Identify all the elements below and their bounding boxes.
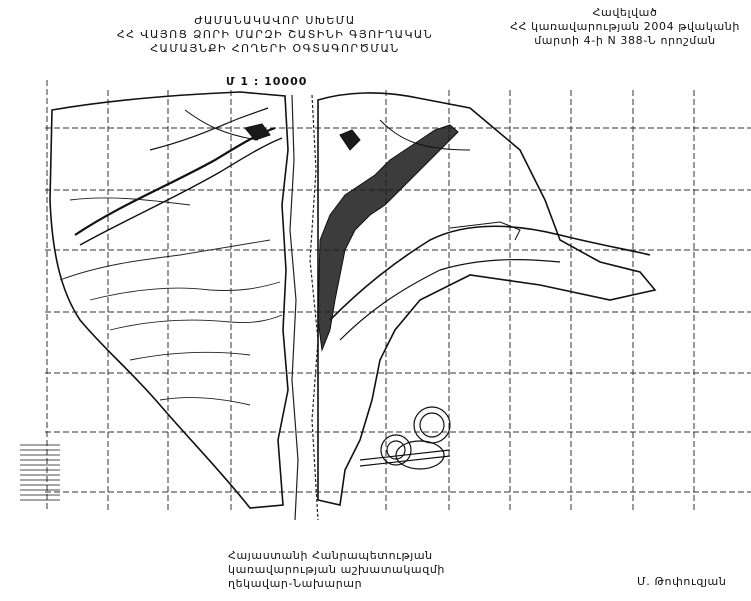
signature-block [228, 549, 445, 591]
approval-line-1: Հավելված [592, 6, 658, 19]
scale-label: Մ 1 : 10000 [226, 75, 308, 88]
sheet-fold [290, 95, 318, 520]
settlement-right [245, 124, 458, 350]
terrain-lines-left [60, 198, 282, 405]
signer-name: Մ. Թոփուզյան [637, 575, 727, 588]
map-title-line-3: ՀԱՄԱՅՆՔԻ ՀՈՂԵՐԻ ՕԳՏԱԳՈՐԾՄԱՆ [150, 42, 400, 55]
map-grid [45, 80, 751, 510]
signature-line-3: ղեկավար-Նախարար [228, 577, 363, 590]
official-stamps [360, 407, 450, 469]
map-title-line-2: ՀՀ ՎԱՅՈՑ ՁՈՐԻ ՄԱՐԶԻ ՇԱՏԻՆԻ ԳՅՈՒՂԱԿԱՆ [116, 28, 434, 41]
boundary-right [318, 93, 655, 505]
boundary-left [50, 92, 288, 508]
map-title-line-1: ԺԱՄԱՆԱԿԱՎՈՐ ՍԽԵՄԱ [194, 14, 356, 27]
signature-line-2: կառավարության աշխատակազմի [228, 563, 445, 576]
river-right [330, 120, 650, 340]
approval-line-2: ՀՀ կառավարության 2004 թվականի [510, 20, 740, 33]
signature-line-1: Հայաստանի Հանրապետության [228, 549, 433, 562]
approval-line-3: մարտի 4-ի N 388-Ն որոշման [534, 34, 716, 47]
